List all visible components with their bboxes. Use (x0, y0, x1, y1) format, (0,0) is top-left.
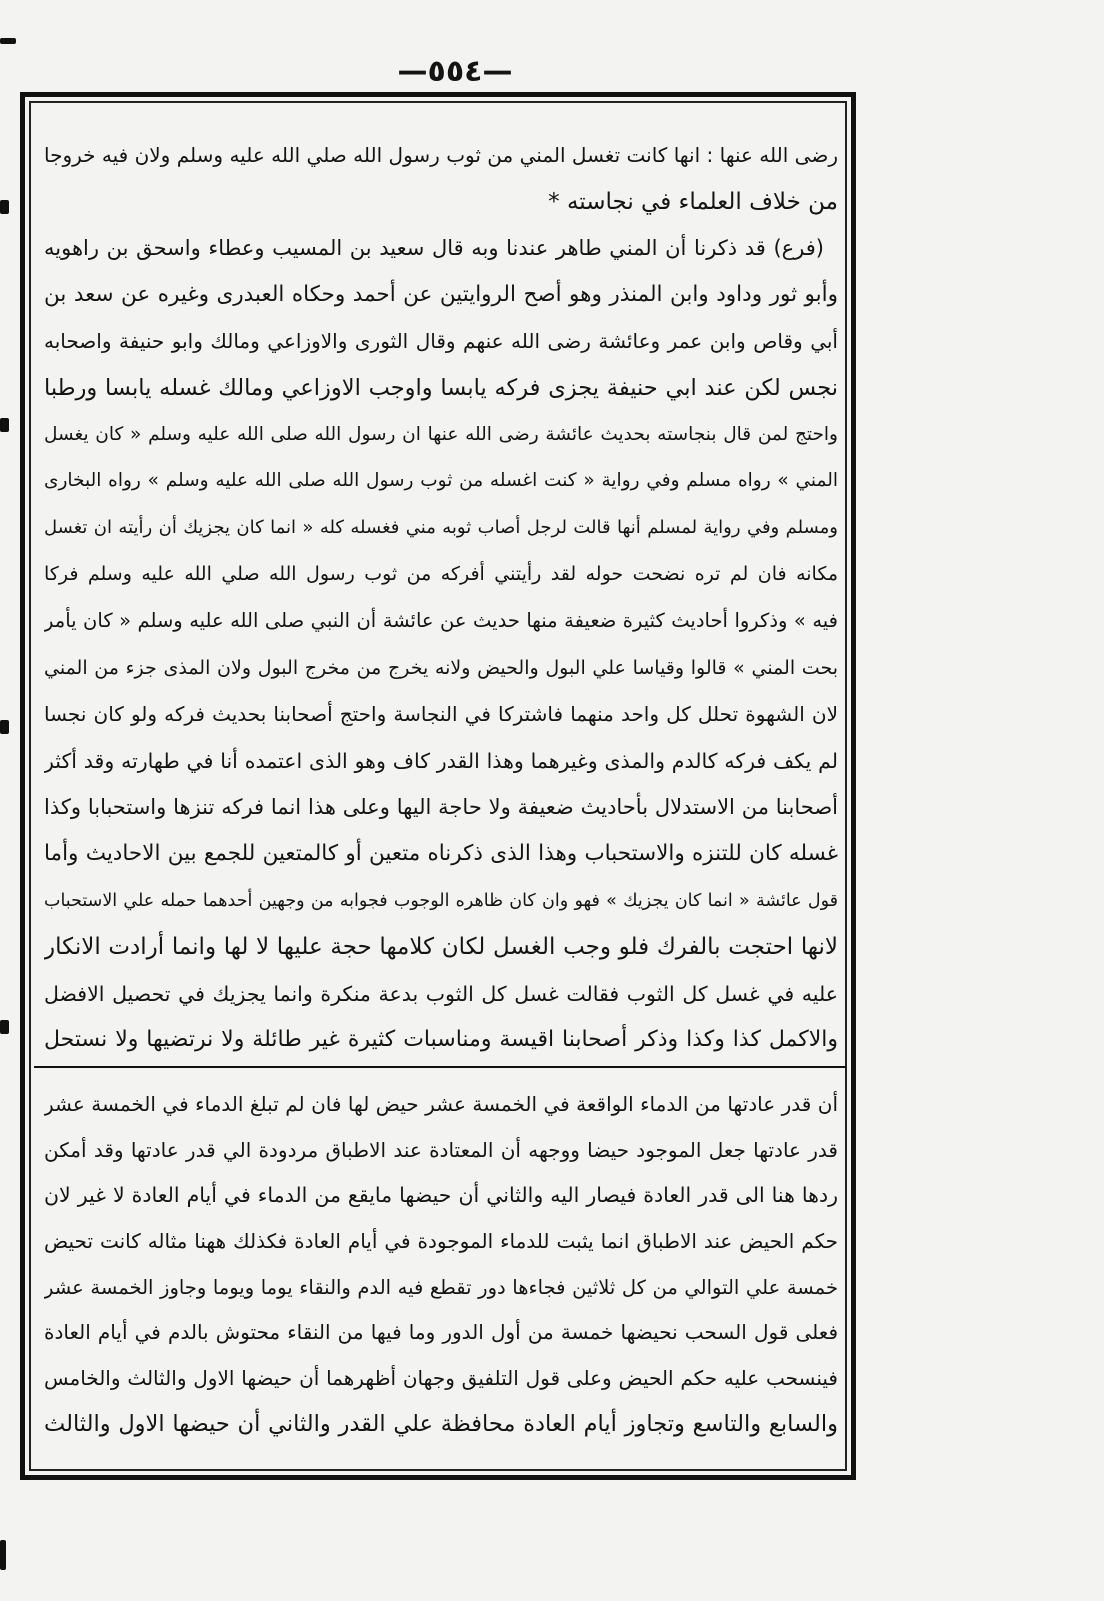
main-text-line: والاكمل كذا وكذا وذكر أصحابنا اقيسة ومناسبات كثيرة غير طائلة ولا نرتضيها ولا نستحل (44, 1027, 838, 1053)
main-text-line: رضى الله عنها : انها كانت تغسل المني من ثوب رسول الله صلي الله عليه وسلم ولان فيه خروجا (44, 143, 838, 167)
main-text-line: غسله كان للتنزه والاستحباب وهذا الذى ذكرناه متعين أو كالمتعين للجمع بين الاحاديث وأما (44, 840, 838, 866)
main-text-line: (فرع) قد ذكرنا أن المني طاهر عندنا وبه قال سعيد بن المسيب وعطاء واسحق بن راهويه (44, 236, 824, 261)
separator-rule (34, 1066, 846, 1068)
page-number: —٥٥٤— (397, 54, 513, 89)
scan-edge-mark (0, 1540, 6, 1570)
main-text-line: بحت المني » قالوا وقياسا علي البول والحيض ولانه يخرج من مخرج البول ولان المذى جزء من المني (44, 656, 838, 679)
scan-edge-mark (0, 418, 9, 432)
main-text-line: المني » رواه مسلم وفي رواية « كنت اغسله من ثوب رسول الله صلى الله عليه وسلم » رواه البخارى (44, 470, 838, 492)
main-text-line: من خلاف العلماء في نجاسته * (548, 188, 838, 215)
commentary-line: فينسحب عليه حكم الحيض وعلى قول التلفيق وجهان أظهرهما أن حيضها الاول والثالث والخامس (44, 1366, 838, 1391)
main-text-line: قول عائشة « انما كان يجزيك » فهو وان كان ظاهره الوجوب فجوابه من وجهين أحدهما حمله علي الاستحباب (44, 890, 838, 911)
scan-edge-mark (0, 720, 9, 734)
commentary-line: والسابع والتاسع وتجاوز أيام العادة محافظة علي القدر والثاني أن حيضها الاول والثالث (44, 1410, 838, 1437)
scan-edge-mark (0, 38, 16, 44)
main-text-line: أصحابنا من الاستدلال بأحاديث ضعيفة ولا حاجة اليها وعلى هذا انما فركه تنزها واستحبابا وكذا (44, 795, 838, 820)
main-text-line: لانها احتجت بالفرك فلو وجب الغسل لكان كلامها حجة عليها لا لها وانما أرادت الانكار (44, 934, 838, 961)
scan-edge-mark (0, 200, 9, 214)
commentary-line: خمسة علي التوالي من كل ثلاثين فجاءها دور تقطع فيه الدم والنقاء يوما ويوما وجاوز الخمسة عشر (44, 1275, 838, 1299)
scan-edge-mark (0, 1020, 9, 1034)
main-text-line: فيه » وذكروا أحاديث كثيرة ضعيفة منها حديث عن عائشة أن النبي صلى الله عليه وسلم « كان يأمر (44, 608, 838, 632)
main-text-line: واحتج لمن قال بنجاسته بحديث عائشة رضى الله عنها ان رسول الله صلى الله عليه وسلم « كان يغسل (44, 423, 838, 445)
commentary-line: ردها هنا الى قدر العادة فيصار اليه والثاني أن حيضها مايقع من الدماء في أيام العادة لا غير لان (44, 1183, 838, 1208)
main-text-line: لم يكف فركه كالدم والمذى وغيرهما وهذا القدر كاف وهو الذى اعتمده أنا في طهارته وقد أكثر (44, 748, 838, 773)
main-text-line: نجس لكن عند ابي حنيفة يجزى فركه يابسا واوجب الاوزاعي ومالك غسله يابسا ورطبا (44, 374, 838, 401)
main-text-line: عليه في غسل كل الثوب فقالت غسل كل الثوب بدعة منكرة وانما يجزيك في تحصيل الافضل (44, 981, 838, 1006)
main-text-line: لان الشهوة تحلل كل واحد منهما فاشتركا في النجاسة واحتج أصحابنا بحديث فركه ولو كان نجسا (44, 702, 838, 727)
commentary-line: حكم الحيض عند الاطباق انما يثبت للدماء الموجودة في أيام العادة فكذلك ههنا مثاله كانت تحيض (44, 1229, 838, 1254)
commentary-line: فعلى قول السحب نحيضها خمسة من أول الدور وما فيها من النقاء محتوش بالدم في أيام العادة (44, 1320, 838, 1345)
main-text-line: ومسلم وفي رواية لمسلم أنها قالت لرجل أصاب ثوبه مني فغسله كله « انما كان يجزيك أن رأيته ان تغسل (44, 516, 838, 538)
commentary-line: أن قدر عادتها من الدماء الواقعة في الخمسة عشر حيض لها فان لم تبلغ الدماء في الخمسة عشر (44, 1092, 838, 1116)
main-text-line: أبي وقاص وابن عمر وعائشة رضى الله عنهم وقال الثورى والاوزاعي ومالك وابو حنيفة واصحابه (44, 329, 838, 354)
commentary-line: قدر عادتها جعل الموجود حيضا ووجهه أن المعتادة عند الاطباق مردودة الي قدر عادتها وقد أمكن (44, 1137, 838, 1162)
main-text-line: وأبو ثور وداود وابن المنذر وهو أصح الروايتين عن أحمد وحكاه العبدرى وغيره عن سعد بن (44, 281, 838, 307)
commentary-block (44, 1082, 838, 1448)
main-text-line: مكانه فان لم تره نضحت حوله لقد رأيتني أفركه من ثوب رسول الله صلي الله عليه وسلم فركا (44, 563, 838, 586)
main-text-block (44, 132, 838, 1064)
